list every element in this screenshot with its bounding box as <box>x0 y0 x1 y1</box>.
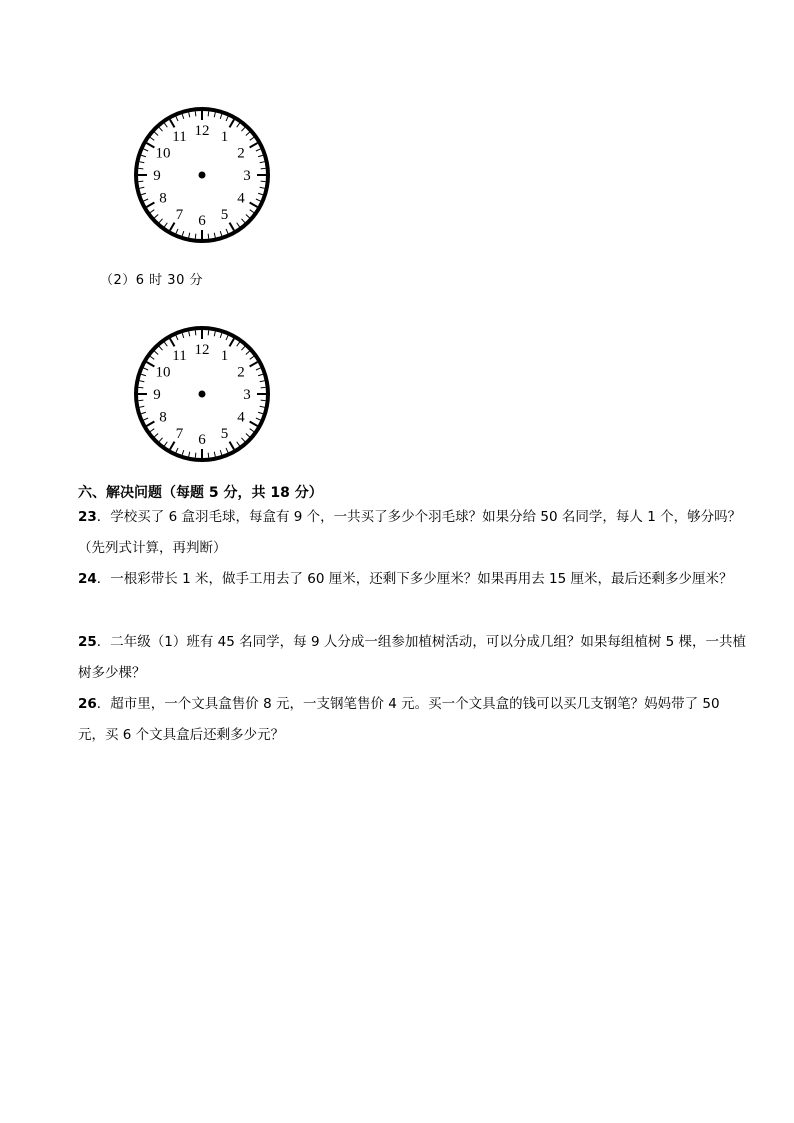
minute-tick <box>260 406 265 407</box>
minute-tick <box>176 336 178 341</box>
clock-numeral: 6 <box>198 432 206 448</box>
minute-tick <box>139 187 144 188</box>
minute-tick <box>220 231 222 236</box>
question-number: 26 <box>78 696 97 712</box>
minute-tick <box>159 219 162 223</box>
clock-2-svg <box>132 324 272 464</box>
clock-numeral: 1 <box>220 348 229 365</box>
minute-tick <box>154 132 158 135</box>
question-26 <box>78 689 750 751</box>
minute-tick <box>159 127 162 131</box>
minute-tick <box>164 342 167 346</box>
minute-tick <box>256 418 261 420</box>
minute-tick <box>154 351 158 354</box>
minute-tick <box>214 331 215 336</box>
minute-tick <box>189 112 190 117</box>
minute-tick <box>150 210 154 213</box>
minute-tick <box>141 155 146 157</box>
minute-tick <box>159 438 162 442</box>
clock-numeral: 2 <box>237 364 245 381</box>
minute-tick <box>182 114 184 119</box>
minute-tick <box>214 112 215 117</box>
minute-tick <box>256 368 261 370</box>
minute-tick <box>220 450 222 455</box>
clock-numeral: 4 <box>237 190 245 207</box>
minute-tick <box>182 333 184 338</box>
minute-tick <box>241 219 244 223</box>
minute-tick <box>182 231 184 236</box>
minute-tick <box>189 233 190 238</box>
subquestion-label: （2）6 时 30 分 <box>100 273 203 288</box>
minute-tick <box>246 132 250 135</box>
minute-tick <box>246 433 250 436</box>
minute-tick <box>150 137 154 140</box>
minute-tick <box>138 181 143 182</box>
clock-face-1 <box>132 105 272 245</box>
hour-tick <box>250 203 258 208</box>
minute-tick <box>138 387 143 388</box>
minute-tick <box>220 114 222 119</box>
minute-tick <box>226 229 228 234</box>
minute-tick <box>164 123 167 127</box>
question-text: ．超市里，一个文具盒售价 8 元，一支钢笔售价 4 元。买一个文具盒的钱可以买几支钢笔？妈妈带了 50 元，买 6 个文具盒后还剩多少元？ <box>78 696 720 743</box>
minute-tick <box>208 111 209 116</box>
clock-numeral: 7 <box>175 425 184 442</box>
minute-tick <box>208 453 209 458</box>
minute-tick <box>226 336 228 341</box>
minute-tick <box>189 331 190 336</box>
minute-tick <box>237 342 240 346</box>
minute-tick <box>189 452 190 457</box>
minute-tick <box>144 368 149 370</box>
question-25 <box>78 627 750 689</box>
minute-tick <box>258 412 263 414</box>
minute-tick <box>258 155 263 157</box>
section-title: 六、解决问题（每题 5 分，共 18 分） <box>78 485 323 501</box>
minute-tick <box>261 400 266 401</box>
clock-numeral: 3 <box>243 168 251 184</box>
hour-tick <box>230 120 235 128</box>
minute-tick <box>237 223 240 227</box>
question-23 <box>78 502 750 564</box>
question-24 <box>78 564 750 595</box>
clock-numeral: 3 <box>243 387 251 403</box>
minute-tick <box>260 187 265 188</box>
clock-numeral: 10 <box>155 145 171 162</box>
minute-tick <box>154 214 158 217</box>
hour-tick <box>170 223 175 231</box>
hour-tick <box>170 339 175 347</box>
clock-2-center-dot <box>199 391 206 398</box>
minute-tick <box>261 387 266 388</box>
minute-tick <box>241 438 244 442</box>
clock-numeral: 2 <box>237 145 245 162</box>
minute-tick <box>246 214 250 217</box>
minute-tick <box>250 356 254 359</box>
question-number: 23 <box>78 509 97 525</box>
hour-tick <box>147 422 155 427</box>
hour-tick <box>230 223 235 231</box>
question-text: ．学校买了 6 盒羽毛球，每盒有 9 个，一共买了多少个羽毛球？如果分给 50 名同学，每人 1 个，够分吗？（先列式计算，再判断） <box>78 509 742 556</box>
minute-tick <box>138 400 143 401</box>
question-number: 24 <box>78 571 97 587</box>
minute-tick <box>139 381 144 382</box>
minute-tick <box>138 168 143 169</box>
minute-tick <box>260 381 265 382</box>
hour-tick <box>147 362 155 367</box>
minute-tick <box>261 168 266 169</box>
minute-tick <box>139 162 144 163</box>
minute-tick <box>195 330 196 335</box>
clock-numeral: 11 <box>172 129 187 146</box>
clock-numeral: 12 <box>194 123 210 139</box>
minute-tick <box>182 450 184 455</box>
minute-tick <box>141 193 146 195</box>
minute-tick <box>176 448 178 453</box>
hour-tick <box>250 143 258 148</box>
minute-tick <box>226 117 228 122</box>
minute-tick <box>250 137 254 140</box>
minute-tick <box>258 374 263 376</box>
minute-tick <box>237 442 240 446</box>
question-text: ．二年级（1）班有 45 名同学，每 9 人分成一组参加植树活动，可以分成几组？如果每组植树 5 棵，一共植树多少棵？ <box>78 634 746 681</box>
question-number: 25 <box>78 634 97 650</box>
minute-tick <box>150 356 154 359</box>
minute-tick <box>144 199 149 201</box>
minute-tick <box>144 418 149 420</box>
hour-tick <box>230 339 235 347</box>
question-text: ．一根彩带长 1 米，做手工用去了 60 厘米，还剩下多少厘米？如果再用去 15 厘米，最后还剩多少厘米？ <box>96 571 733 587</box>
clock-1-center-dot <box>199 172 206 179</box>
clock-numeral: 7 <box>175 206 184 223</box>
minute-tick <box>220 333 222 338</box>
minute-tick <box>195 453 196 458</box>
clock-face-2 <box>132 324 272 464</box>
minute-tick <box>195 234 196 239</box>
minute-tick <box>176 229 178 234</box>
hour-tick <box>230 442 235 450</box>
clock-numeral: 5 <box>220 425 229 442</box>
clock-numeral: 8 <box>159 409 167 426</box>
minute-tick <box>241 346 244 350</box>
minute-tick <box>164 223 167 227</box>
hour-tick <box>147 143 155 148</box>
minute-tick <box>256 149 261 151</box>
minute-tick <box>237 123 240 127</box>
hour-tick <box>147 203 155 208</box>
hour-tick <box>170 120 175 128</box>
minute-tick <box>150 429 154 432</box>
minute-tick <box>195 111 196 116</box>
minute-tick <box>141 374 146 376</box>
hour-tick <box>250 422 258 427</box>
minute-tick <box>176 117 178 122</box>
minute-tick <box>226 448 228 453</box>
minute-tick <box>250 210 254 213</box>
minute-tick <box>208 234 209 239</box>
clock-1-svg <box>132 105 272 245</box>
minute-tick <box>250 429 254 432</box>
clock-numeral: 4 <box>237 409 245 426</box>
clock-numeral: 6 <box>198 213 206 229</box>
minute-tick <box>246 351 250 354</box>
clock-numeral: 11 <box>172 348 187 365</box>
clock-numeral: 1 <box>220 129 229 146</box>
minute-tick <box>139 406 144 407</box>
clock-numeral: 8 <box>159 190 167 207</box>
minute-tick <box>241 127 244 131</box>
clock-numeral: 9 <box>153 168 161 184</box>
hour-tick <box>250 362 258 367</box>
minute-tick <box>261 181 266 182</box>
minute-tick <box>159 346 162 350</box>
minute-tick <box>164 442 167 446</box>
clock-numeral: 5 <box>220 206 229 223</box>
minute-tick <box>214 452 215 457</box>
clock-numeral: 9 <box>153 387 161 403</box>
hour-tick <box>170 442 175 450</box>
clock-numeral: 10 <box>155 364 171 381</box>
minute-tick <box>154 433 158 436</box>
minute-tick <box>208 330 209 335</box>
minute-tick <box>260 162 265 163</box>
minute-tick <box>141 412 146 414</box>
minute-tick <box>144 149 149 151</box>
minute-tick <box>258 193 263 195</box>
minute-tick <box>214 233 215 238</box>
minute-tick <box>256 199 261 201</box>
clock-numeral: 12 <box>194 342 210 358</box>
